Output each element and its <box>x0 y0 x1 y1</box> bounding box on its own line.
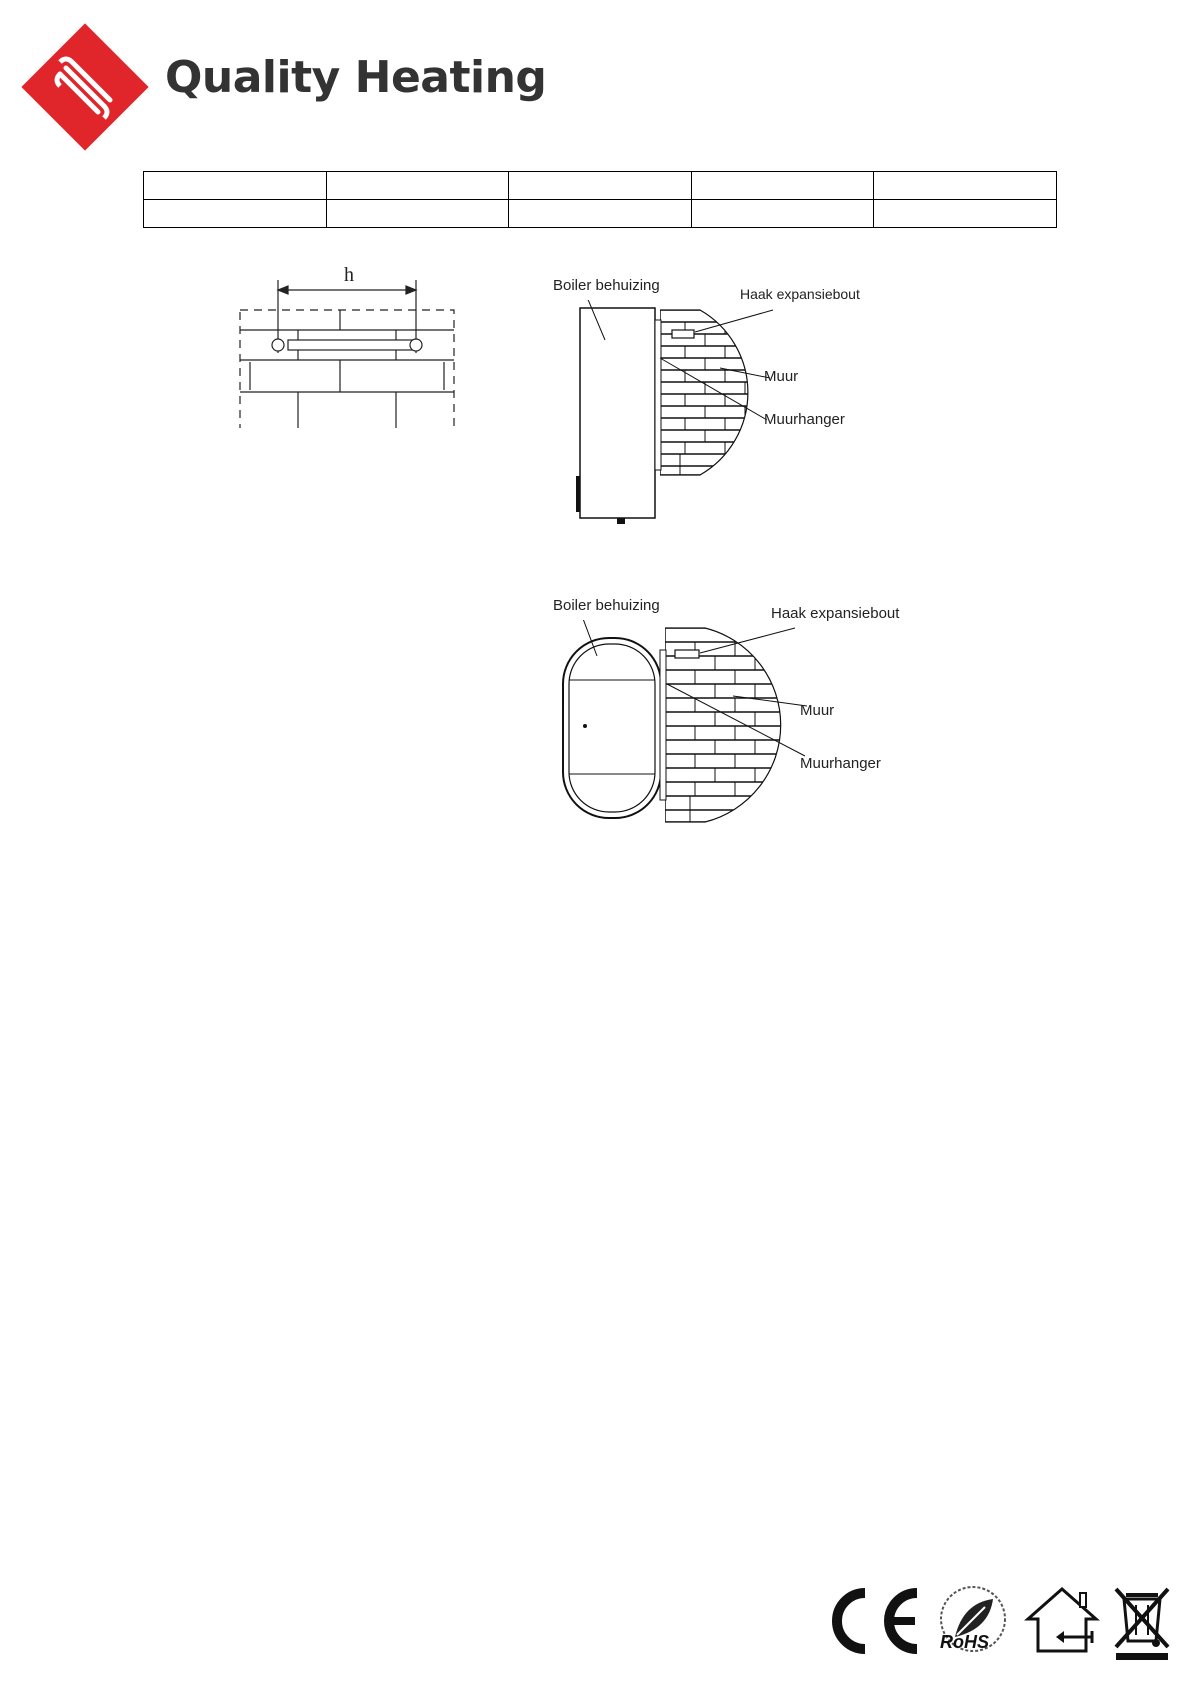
table-row <box>144 172 1057 200</box>
rohs-text: RoHS <box>940 1632 989 1652</box>
top-boiler-label: Boiler behuizing <box>553 597 660 614</box>
dimension-label: h <box>344 264 354 286</box>
side-boiler-label: Boiler behuizing <box>553 277 660 294</box>
top-hanger-label: Muurhanger <box>800 755 881 772</box>
ce-mark-icon <box>825 1585 925 1657</box>
top-wall-label: Muur <box>800 702 835 719</box>
brand-name: Quality Heating <box>165 52 547 103</box>
spec-table <box>143 171 1057 228</box>
brand-logo-icon <box>20 22 150 152</box>
side-view-diagram <box>560 300 940 540</box>
side-hanger-label: Muurhanger <box>764 411 845 428</box>
top-hook-label: Haak expansiebout <box>771 605 900 622</box>
top-view-diagram <box>555 620 955 835</box>
weee-bin-icon <box>1112 1585 1172 1661</box>
side-hook-label: Haak expansiebout <box>740 286 860 302</box>
table-row <box>144 200 1057 228</box>
indoor-use-icon <box>1022 1585 1102 1657</box>
side-wall-label: Muur <box>764 368 799 385</box>
